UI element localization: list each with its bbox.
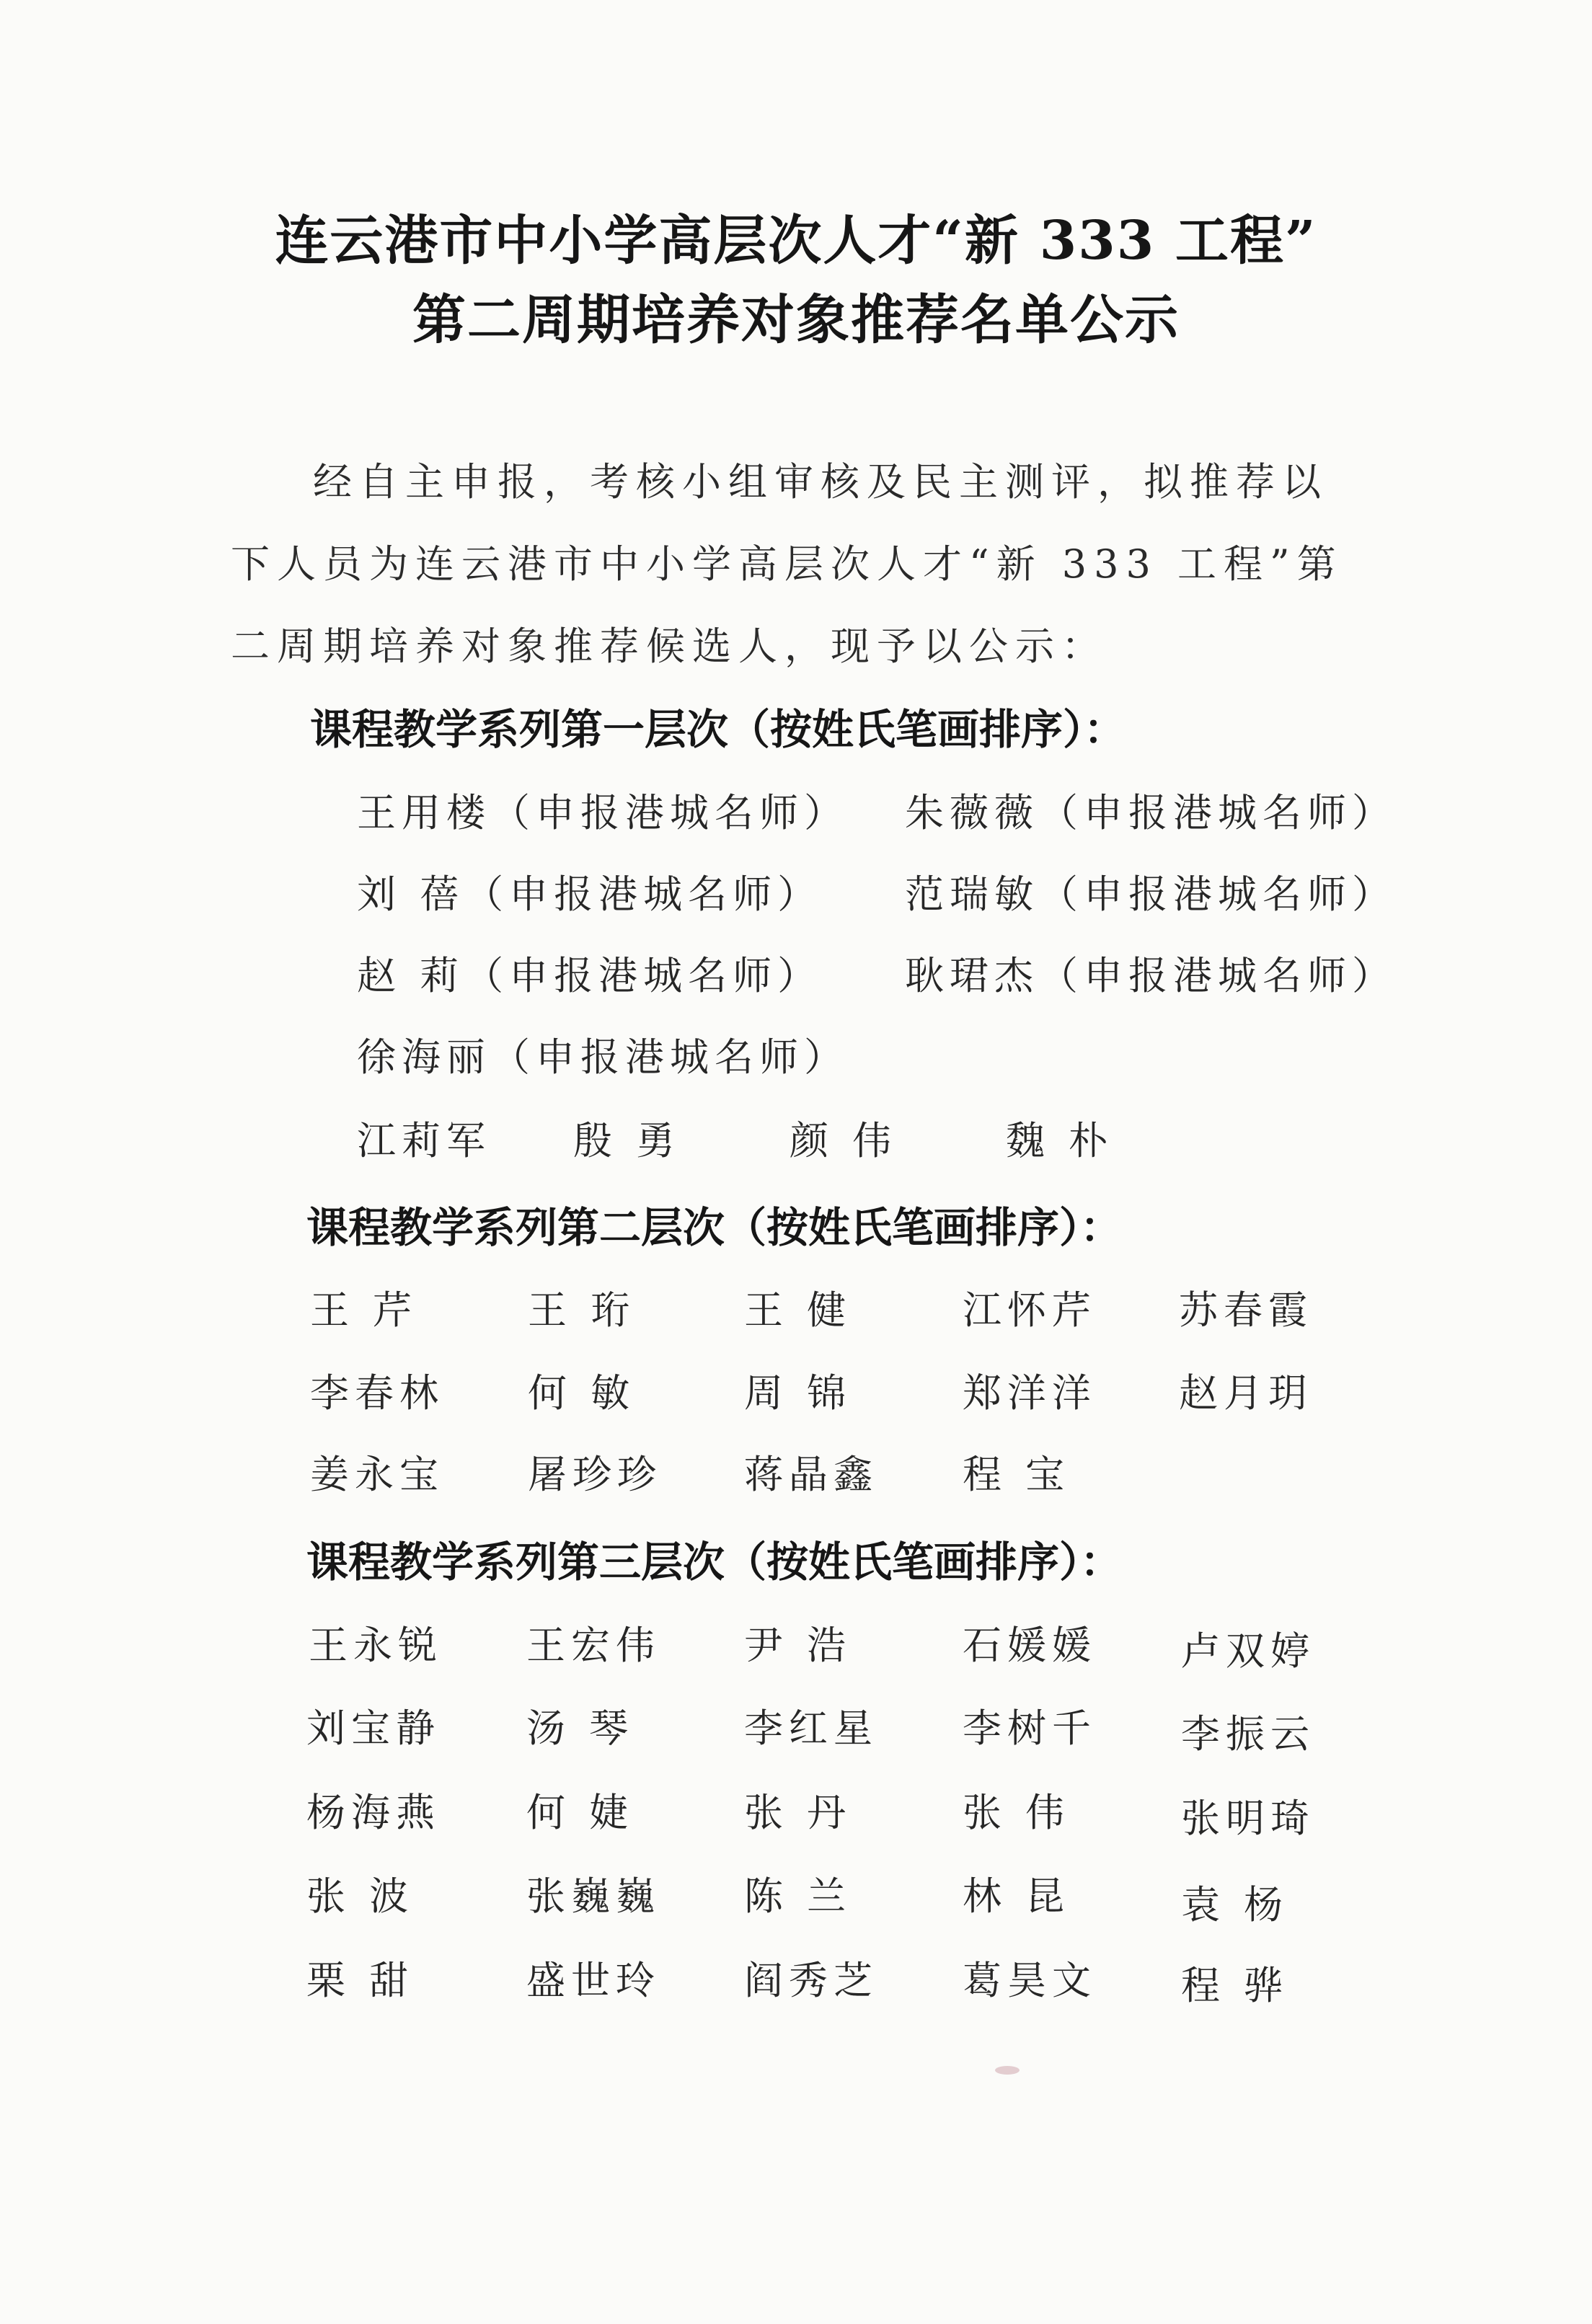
level1-other-name: 殷 勇 (573, 1118, 681, 1163)
level3-name: 尹 浩 (744, 1623, 852, 1668)
level3-name: 栗 甜 (306, 1958, 415, 2003)
level3-name: 何 婕 (526, 1790, 634, 1835)
level2-name: 王 珩 (528, 1287, 636, 1333)
level3-name: 李红星 (744, 1706, 878, 1751)
level3-name: 卢双婷 (1181, 1628, 1315, 1674)
level3-name: 杨海燕 (306, 1790, 441, 1835)
title-line-2: 第二周期培养对象推荐名单公示 (412, 289, 1180, 351)
level2-name: 苏春霞 (1179, 1287, 1313, 1333)
level3-heading: 课程教学系列第三层次（按姓氏笔画排序）： (306, 1538, 1123, 1587)
level3-name: 林 昆 (963, 1873, 1071, 1919)
level3-name: 程 骅 (1181, 1963, 1289, 2008)
level1-heading: 课程教学系列第一层次（按姓氏笔画排序）： (310, 705, 1126, 754)
level2-name: 蒋晶鑫 (744, 1452, 878, 1497)
level3-name: 石媛媛 (963, 1623, 1097, 1668)
level3-name: 张 伟 (963, 1790, 1071, 1835)
level2-name: 郑洋洋 (963, 1370, 1097, 1416)
level3-name: 张 丹 (744, 1790, 852, 1835)
intro-paragraph: 经自主申报，考核小组审核及民主测评，拟推荐以下人员为连云港市中小学高层次人才“新 333 工程”第二周期培养对象推荐候选人，现予以公示： (231, 459, 1343, 669)
level3-name: 阎秀芝 (744, 1958, 878, 2003)
level1-other-name: 颜 伟 (790, 1118, 898, 1163)
level2-name: 屠珍珍 (528, 1452, 662, 1497)
level1-nominee: 王用楼（申报港城名师） (357, 790, 849, 835)
level3-name: 王永锐 (309, 1623, 443, 1668)
level1-nominee: 耿珺杰（申报港城名师） (905, 953, 1397, 998)
level3-name: 王宏伟 (526, 1623, 660, 1668)
level3-name: 陈 兰 (744, 1873, 852, 1919)
level1-nominee: 赵 莉（申报港城名师） (357, 953, 823, 998)
level1-nominee: 徐海丽（申报港城名师） (357, 1034, 849, 1080)
level1-nominee: 朱薇薇（申报港城名师） (905, 790, 1397, 835)
level3-name: 张 波 (306, 1873, 415, 1919)
level2-name: 王 芹 (310, 1287, 418, 1333)
level1-other-name: 江莉军 (357, 1118, 491, 1163)
level3-name: 张巍巍 (526, 1873, 660, 1919)
level1-nominee: 刘 蓓（申报港城名师） (357, 872, 823, 917)
level1-other-name: 魏 朴 (1006, 1118, 1114, 1163)
paper-speck (995, 2066, 1020, 2075)
level2-name: 赵月玥 (1179, 1370, 1313, 1416)
level2-name: 李春林 (310, 1370, 444, 1416)
level2-name: 王 健 (744, 1287, 852, 1333)
level2-name: 程 宝 (963, 1452, 1071, 1497)
level2-name: 何 敏 (528, 1370, 636, 1416)
level3-name: 袁 杨 (1181, 1882, 1289, 1928)
level2-name: 周 锦 (744, 1370, 852, 1416)
level3-name: 葛昊文 (963, 1958, 1097, 2003)
level3-name: 李振云 (1181, 1711, 1315, 1757)
level2-name: 姜永宝 (310, 1452, 444, 1497)
level3-name: 张明琦 (1181, 1796, 1315, 1841)
level3-name: 刘宝静 (306, 1706, 441, 1751)
level2-name: 江怀芹 (963, 1287, 1097, 1333)
level3-name: 汤 琴 (526, 1706, 634, 1751)
level3-name: 李树千 (963, 1706, 1097, 1751)
level2-heading: 课程教学系列第二层次（按姓氏笔画排序）： (306, 1203, 1123, 1252)
title-line-1: 连云港市中小学高层次人才“新 333 工程” (275, 210, 1317, 272)
level1-nominee: 范瑞敏（申报港城名师） (905, 872, 1397, 917)
level3-name: 盛世玲 (526, 1958, 660, 2003)
